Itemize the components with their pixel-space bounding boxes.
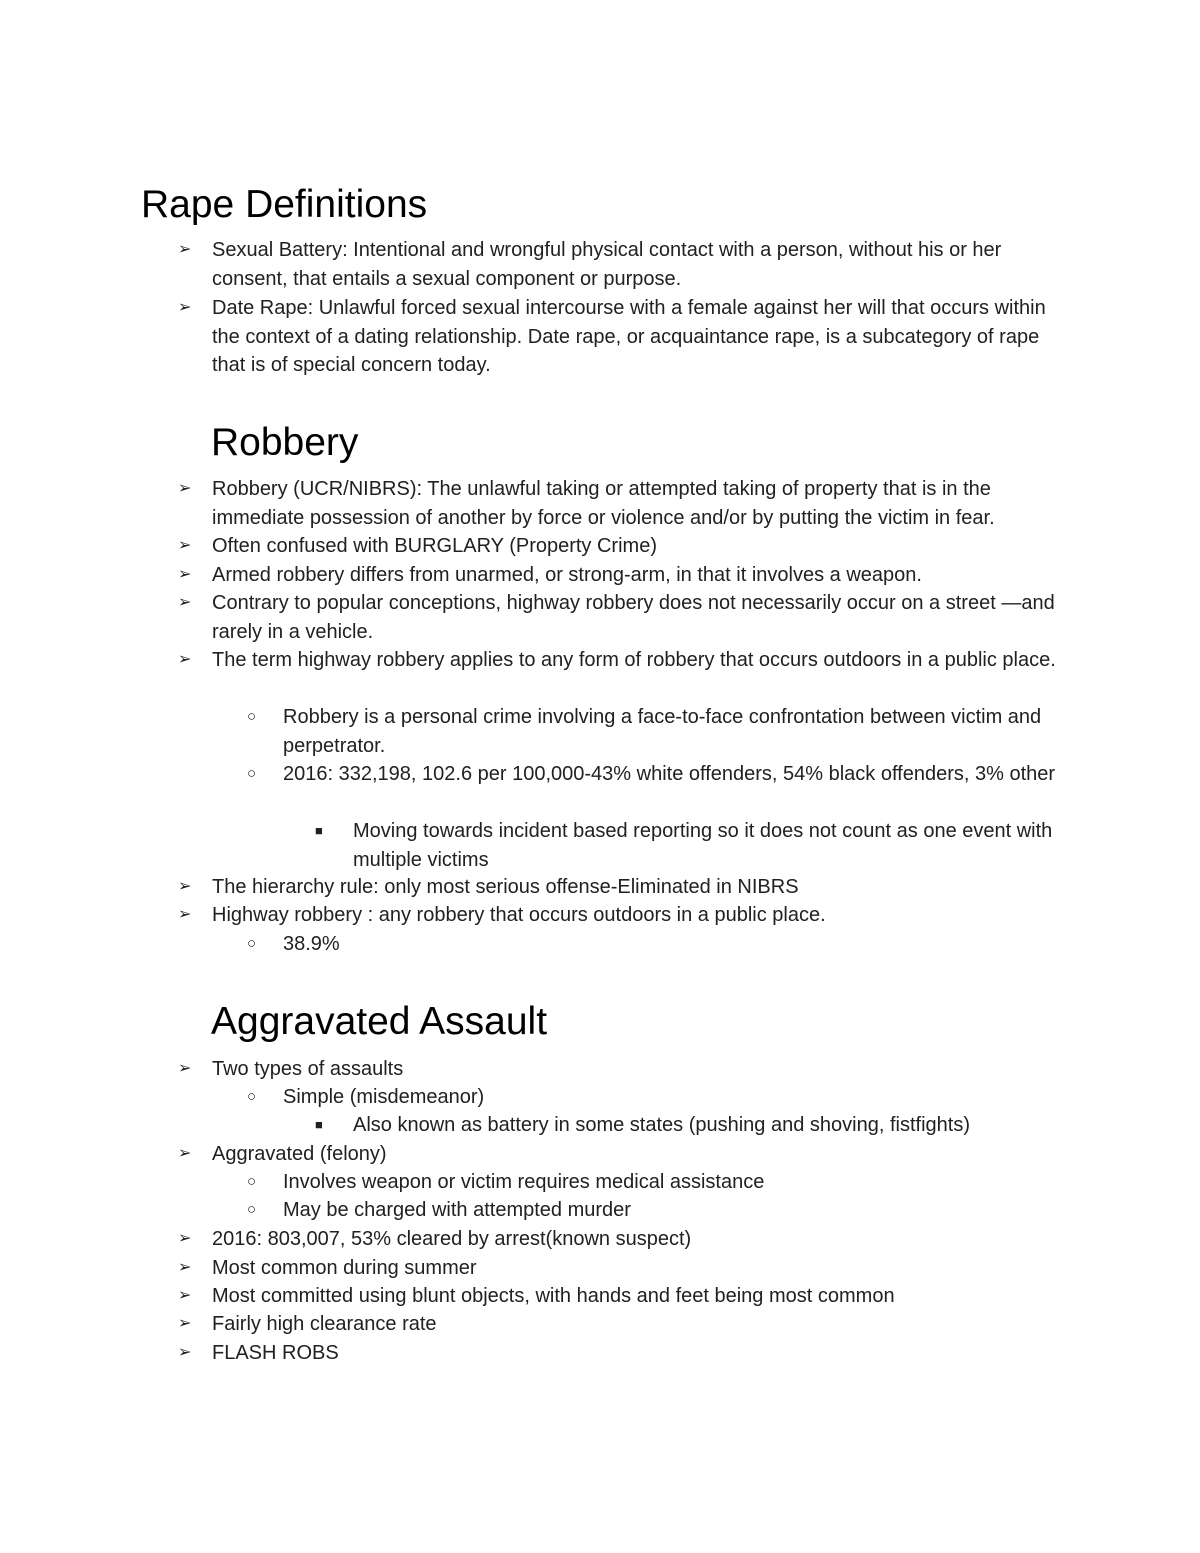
circle-bullet-icon: ○	[247, 935, 257, 952]
arrow-bullet-icon: ➢	[178, 651, 192, 668]
arrow-bullet-icon: ➢	[178, 537, 192, 554]
arrow-bullet-icon: ➢	[178, 594, 192, 611]
list-item: ➢ Contrary to popular conceptions, highway robbery does not necessarily occur on a street —and rarely in a vehicle.	[212, 589, 1072, 646]
list-item: ■ Also known as battery in some states (pushing and shoving, fistfights)	[353, 1111, 1073, 1140]
list-item: ➢ Robbery (UCR/NIBRS): The unlawful taking or attempted taking of property that is in the immediate possession of another by force or violence and/or by putting the victim in fear.	[212, 475, 1072, 532]
list-item: ➢ Two types of assaults	[212, 1055, 1072, 1084]
list-item: ○ Involves weapon or victim requires medical assistance	[283, 1168, 1073, 1197]
list-item: ➢ Highway robbery : any robbery that occurs outdoors in a public place.	[212, 901, 1072, 930]
list-item: ➢ Sexual Battery: Intentional and wrongful physical contact with a person, without his or her consent, that entails a sexual component or purpose.	[212, 236, 1072, 293]
list-item: ➢ 2016: 803,007, 53% cleared by arrest(known suspect)	[212, 1225, 1072, 1254]
square-bullet-icon: ■	[315, 823, 323, 838]
list-item: ■ Moving towards incident based reporting so it does not count as one event with multiple victims	[353, 817, 1073, 874]
list-item: ➢ Armed robbery differs from unarmed, or strong-arm, in that it involves a weapon.	[212, 561, 1072, 590]
circle-bullet-icon: ○	[247, 1173, 257, 1190]
list-item: ➢ The hierarchy rule: only most serious offense-Eliminated in NIBRS	[212, 873, 1072, 902]
circle-bullet-icon: ○	[247, 765, 257, 782]
list-item: ➢ Date Rape: Unlawful forced sexual intercourse with a female against her will that occurs within the context of a dating relationship. Date rape, or acquaintance rape, is a subcategory of rape that is of special concern today.	[212, 294, 1072, 380]
list-item: ➢ Fairly high clearance rate	[212, 1310, 1072, 1339]
list-item: ➢ FLASH ROBS	[212, 1339, 1072, 1368]
arrow-bullet-icon: ➢	[178, 1230, 192, 1247]
list-item: ➢ Aggravated (felony)	[212, 1140, 1072, 1169]
arrow-bullet-icon: ➢	[178, 299, 192, 316]
square-bullet-icon: ■	[315, 1117, 323, 1132]
list-item: ➢ Most committed using blunt objects, with hands and feet being most common	[212, 1282, 1072, 1311]
arrow-bullet-icon: ➢	[178, 1060, 192, 1077]
list-item: ○ 38.9%	[283, 930, 1073, 959]
arrow-bullet-icon: ➢	[178, 906, 192, 923]
list-item: ➢ The term highway robbery applies to any form of robbery that occurs outdoors in a public place.	[212, 646, 1072, 675]
arrow-bullet-icon: ➢	[178, 480, 192, 497]
list-item: ○ May be charged with attempted murder	[283, 1196, 1073, 1225]
arrow-bullet-icon: ➢	[178, 1315, 192, 1332]
arrow-bullet-icon: ➢	[178, 1145, 192, 1162]
list-item: ➢ Often confused with BURGLARY (Property Crime)	[212, 532, 1072, 561]
section-heading-robbery: Robbery	[211, 421, 359, 464]
section-heading-assault: Aggravated Assault	[211, 1000, 548, 1043]
circle-bullet-icon: ○	[247, 708, 257, 725]
circle-bullet-icon: ○	[247, 1088, 257, 1105]
list-item: ➢ Most common during summer	[212, 1254, 1072, 1283]
arrow-bullet-icon: ➢	[178, 241, 192, 258]
arrow-bullet-icon: ➢	[178, 1287, 192, 1304]
list-item: ○ Robbery is a personal crime involving a face-to-face confrontation between victim and perpetrator.	[283, 703, 1073, 760]
section-heading-rape: Rape Definitions	[141, 183, 428, 226]
arrow-bullet-icon: ➢	[178, 1259, 192, 1276]
arrow-bullet-icon: ➢	[178, 878, 192, 895]
arrow-bullet-icon: ➢	[178, 566, 192, 583]
list-item: ○ Simple (misdemeanor)	[283, 1083, 1073, 1112]
list-item: ○ 2016: 332,198, 102.6 per 100,000-43% white offenders, 54% black offenders, 3% other	[283, 760, 1073, 789]
circle-bullet-icon: ○	[247, 1201, 257, 1218]
arrow-bullet-icon: ➢	[178, 1344, 192, 1361]
